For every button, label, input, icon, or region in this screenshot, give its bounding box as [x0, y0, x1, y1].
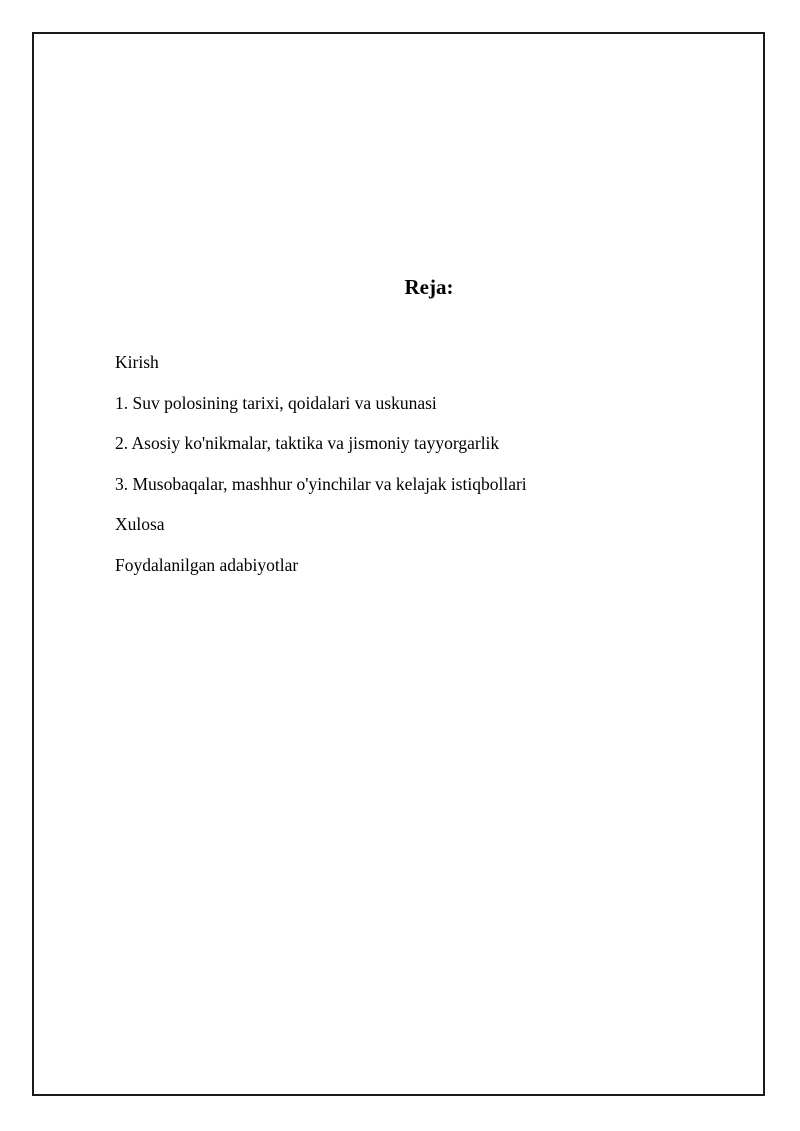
plan-item-conclusion: Xulosa [115, 514, 165, 535]
plan-list [115, 349, 527, 593]
plan-item-chapter-1: 1. Suv polosining tarixi, qoidalari va uskunasi [115, 392, 437, 413]
plan-item-introduction: Kirish [115, 352, 159, 372]
page-title: Reja: [404, 275, 454, 299]
plan-item-chapter-2: 2. Asosiy ko'nikmalar, taktika va jismoniy tayyorgarlik [115, 433, 500, 454]
plan-item-references: Foydalanilgan adabiyotlar [115, 554, 299, 575]
plan-item-chapter-3: 3. Musobaqalar, mashhur o'yinchilar va kelajak istiqbollari [115, 473, 527, 494]
